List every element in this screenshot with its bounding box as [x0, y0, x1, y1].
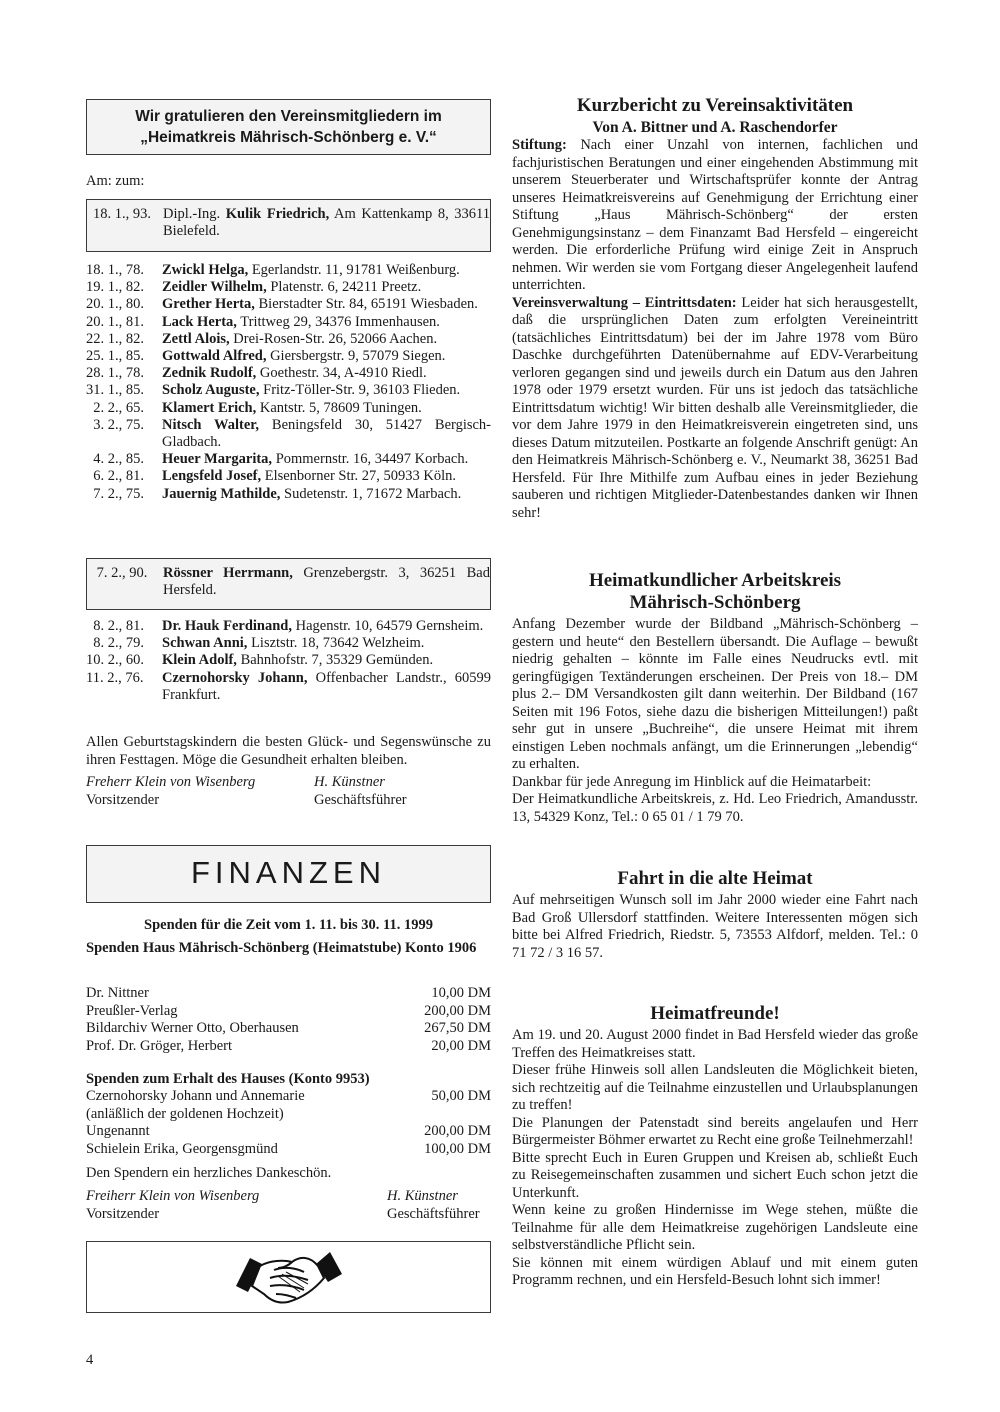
paragraph-label: Stiftung: — [512, 137, 567, 153]
amount: 267,50 DM — [424, 1020, 491, 1036]
entry-address: Bierstadter Str. 84, 65191 Wiesbaden. — [254, 296, 478, 313]
donation-row — [86, 1106, 491, 1124]
entry-name: Czernohorsky Johann, — [162, 669, 308, 686]
birthday-entry — [93, 565, 490, 599]
handshake-icon — [234, 1246, 344, 1308]
report-section — [512, 95, 918, 522]
heimatfreunde-section — [512, 1003, 918, 1290]
entry-address: Lisztstr. 18, 73642 Welzheim. — [247, 635, 425, 652]
birthday-list-2 — [86, 618, 491, 704]
donation-row — [86, 1003, 491, 1021]
highlight-entry-box-2 — [86, 558, 491, 610]
signature-block-2 — [86, 1188, 491, 1223]
signature-name-manager: H. Künstner — [387, 1188, 458, 1204]
entry-date: 25. 1., 85. — [86, 348, 144, 365]
entry-address: Trittweg 29, 34376 Immenhausen. — [236, 313, 440, 330]
arbeitskreis-paragraph: Anfang Dezember wurde der Bildband „Mährisch-Schönberg – gestern und heute“ den Bestellern übersandt. Die Auflage – bewußt niedrig gehalten – könnte im Falle eines Neudrucks evtl. mit geringfügigen Textänderungen erscheinen. Der Preis von 18.– DM plus 2.– DM Versandkosten gilt dann weiterhin. Der Bildband (167 Seiten mit 196 Fotos, siehe dazu die bisherigen Mitteilungen!) paßt sehr gut in unsere „Buchreihe“, die unsere Heimat mit ihrem einstigen Leben nochmals anfängt, um die Erinnerungen „lebendig“ zu erhalten. — [512, 616, 918, 772]
entry-address: Kantstr. 5, 78609 Tuningen. — [256, 399, 422, 416]
entry-text — [162, 417, 491, 451]
congratulations-line-1: Wir gratulieren den Vereinsmitgliedern im — [135, 108, 442, 125]
entry-name: Schwan Anni, — [162, 635, 248, 652]
birthday-entry — [86, 486, 491, 503]
congratulations-line-2: „Heimatkreis Mährisch-Schönberg e. V.“ — [140, 129, 437, 146]
birthday-entry — [86, 262, 491, 279]
entry-date: 18. 1., 93. — [93, 206, 151, 222]
heimatfreunde-paragraph: Wenn keine zu großen Hindernisse im Wege stehen, müßte die Teilnahme für alle dem Heimatkreise zugehörigen Landsleute eine selbstverständliche Pflicht sein. — [512, 1202, 918, 1253]
entry-address: Beningsfeld 30, 51427 Bergisch-Gladbach. — [162, 416, 492, 451]
entry-text — [163, 206, 490, 240]
birthday-wishes: Allen Geburtstagskindern die besten Glück- und Segenswünsche zu ihren Festtagen. Möge die Gesundheit erhalten bleiben. — [86, 734, 491, 768]
page-number: 4 — [86, 1352, 94, 1368]
congratulations-box — [86, 99, 491, 155]
entry-date: 4. 2., 85. — [86, 451, 144, 468]
entry-date: 19. 1., 82. — [86, 279, 144, 296]
birthday-list-1 — [86, 262, 491, 503]
entry-date: 2. 2., 65. — [86, 399, 144, 416]
signature-name-manager: H. Künstner — [314, 774, 385, 790]
handshake-box — [86, 1241, 491, 1313]
birthday-entry — [93, 206, 490, 240]
entry-name: Scholz Auguste, — [162, 382, 260, 399]
heimatfreunde-paragraph: Am 19. und 20. August 2000 findet in Bad Hersfeld wieder das große Treffen des Heimatkreises statt. — [512, 1027, 918, 1061]
amount: 200,00 DM — [424, 1123, 491, 1139]
entry-date: 18. 1., 78. — [86, 262, 144, 278]
entry-name: Zettl Alois, — [162, 330, 230, 347]
report-title: Kurzbericht zu Vereinsaktivitäten — [576, 95, 854, 116]
fahrt-title: Fahrt in die alte Heimat — [617, 868, 813, 889]
entry-name: Dr. Hauk Ferdinand, — [162, 618, 292, 634]
donation-row — [86, 1038, 491, 1056]
donor: Prof. Dr. Gröger, Herbert — [86, 1037, 232, 1054]
birthday-entry — [86, 618, 491, 635]
birthday-entry — [86, 382, 491, 399]
entry-text — [162, 348, 491, 365]
entry-address: Giersbergstr. 9, 57079 Siegen. — [266, 348, 446, 365]
am-zum-label: Am: zum: — [86, 173, 145, 189]
heimatfreunde-paragraph: Bitte sprecht Euch in Euren Gruppen und Kreisen ab, schließt Euch zu Reisegemeinschaften zusammen und sichert Euch schon jetzt die Unterkunft. — [512, 1149, 918, 1201]
entry-text — [162, 618, 491, 635]
donor: (anläßlich der goldenen Hochzeit) — [86, 1105, 284, 1122]
entry-date: 7. 2., 75. — [86, 485, 144, 502]
birthday-entry — [86, 635, 491, 652]
entry-address: Sudetenstr. 1, 71672 Marbach. — [280, 485, 462, 502]
entry-name: Lengsfeld Josef, — [162, 468, 262, 485]
entry-date: 6. 2., 81. — [86, 468, 144, 485]
donation-row — [86, 1020, 491, 1038]
finanzen-banner: FINANZEN — [86, 845, 491, 903]
arbeitskreis-title-line-1: Heimatkundlicher Arbeitskreis — [588, 570, 842, 591]
entry-address: Egerlandstr. 11, 91781 Weißenburg. — [248, 262, 460, 278]
entry-name: Lack Herta, — [162, 313, 237, 330]
entry-text — [162, 382, 491, 399]
donation-list-account-2 — [86, 1088, 491, 1158]
account-2-heading: Spenden zum Erhalt des Hauses (Konto 9953) — [86, 1071, 370, 1087]
birthday-entry — [86, 652, 491, 669]
amount: 50,00 DM — [431, 1088, 491, 1104]
heimatfreunde-paragraph: Dieser frühe Hinweis soll allen Landsleuten die Möglichkeit bieten, sich rechtzeitig auf die Teilnahme einzustellen und Urlaubsplanungen zu treffen! — [512, 1062, 918, 1113]
donation-period-heading: Spenden für die Zeit vom 1. 11. bis 30. 11. 1999 — [144, 917, 433, 933]
entry-name: Zeidler Wilhelm, — [162, 279, 267, 296]
donation-row — [86, 1088, 491, 1106]
signature-role-chair: Vorsitzender — [86, 791, 160, 808]
entry-date: 10. 2., 60. — [86, 652, 144, 669]
account-1-heading: Spenden Haus Mährisch-Schönberg (Heimatstube) Konto 1906 — [86, 940, 477, 956]
entry-address: Offenbacher Landstr., 60599 Frankfurt. — [162, 669, 491, 703]
entry-date: 8. 2., 81. — [86, 618, 144, 634]
entry-address: Am Kattenkamp 8, 33611 Bielefeld. — [163, 206, 491, 240]
fahrt-section — [512, 868, 918, 962]
arbeitskreis-paragraph: Dankbar für jede Anregung im Hinblick auf die Heimatarbeit: — [512, 773, 872, 790]
entry-address: Drei-Rosen-Str. 26, 52066 Aachen. — [229, 330, 438, 347]
heimatfreunde-paragraph: Sie können mit einem würdigen Ablauf und mit einem guten Programm rechnen, und ein Hersfeld-Besuch lohnt sich immer! — [512, 1254, 918, 1288]
entry-text — [162, 331, 491, 348]
birthday-entry — [86, 670, 491, 704]
signature-role-manager: Geschäftsführer — [314, 791, 407, 808]
entry-name: Jauernig Mathilde, — [162, 485, 281, 502]
entry-date: 11. 2., 76. — [86, 669, 144, 686]
entry-text — [162, 652, 491, 669]
amount: 200,00 DM — [424, 1002, 491, 1019]
birthday-entry — [86, 279, 491, 296]
amount: 100,00 DM — [424, 1140, 491, 1157]
entry-text — [162, 451, 491, 468]
entry-name: Zwickl Helga, — [162, 262, 249, 278]
arbeitskreis-title-line-2: Mährisch-Schönberg — [629, 592, 801, 613]
entry-text — [163, 565, 490, 599]
entry-name: Rössner Herrmann, — [163, 565, 293, 581]
entry-date: 20. 1., 81. — [86, 313, 144, 330]
signature-name-chair: Freiherr Klein von Wisenberg — [86, 1188, 260, 1204]
highlight-entry-box-1 — [86, 199, 491, 252]
paragraph-text: Leider hat sich herausgestellt, daß die ursprünglichen Daten zum erfolgten Vereineintritt (tatsächliches Eintrittsdatum) bei der im Jahre 1978 vom Büro Daschke durchgeführten Datenübernahme auf EDV-Verarbeitung verloren gegangen sind und jeweils durch ein Datum aus den Jahren 1978 oder 1979 ersetzt wurden. Für uns ist jedoch das tatsächliche Eintrittsdatum wichtig! Wir bitten deshalb alle Vereinsmitglieder, die vor dem Jahre 1979 in den Heimatkreisverein eingetreten sind, uns dieses Datum mitzuteilen. Postkarte an folgende Anschrift genügt: An den Heimatkreis Mährisch-Schönberg e. V., Neumarkt 38, 36251 Bad Hersfeld. Für Ihre Mithilfe zum Aufbau eines in jeder Beziehung sauberen und richtigen Mitglieder-Datenbestandes danken wir Ihnen sehr! — [512, 294, 918, 521]
amount: 20,00 DM — [431, 1037, 491, 1054]
entry-text — [162, 365, 491, 382]
entry-address: Hagenstr. 10, 64579 Gernsheim. — [292, 618, 484, 634]
entry-text — [162, 279, 491, 296]
entry-text — [162, 635, 491, 652]
donor: Bildarchiv Werner Otto, Oberhausen — [86, 1020, 299, 1036]
entry-text — [162, 314, 491, 331]
fahrt-paragraph: Auf mehrseitigen Wunsch soll im Jahr 2000 wieder eine Fahrt nach Bad Groß Ullersdorf stattfinden. Weitere Interessenten mögen sich bitte bei Alfred Friedrich, Riedstr. 5, 73553 Alfdorf, melden. Tel.: 0 71 72 / 3 16 57. — [512, 892, 918, 961]
entry-name: Klamert Erich, — [162, 399, 257, 416]
signature-role-manager: Geschäftsführer — [387, 1205, 480, 1222]
entry-address: Platenstr. 6, 24211 Preetz. — [266, 279, 422, 296]
arbeitskreis-section — [512, 570, 918, 826]
entry-date: 28. 1., 78. — [86, 365, 144, 382]
entry-address: Bahnhofstr. 7, 35329 Gemünden. — [236, 652, 434, 669]
entry-date: 8. 2., 79. — [86, 635, 144, 652]
birthday-entry — [86, 331, 491, 348]
report-paragraph-stiftung — [512, 137, 918, 295]
entry-date: 7. 2., 90. — [93, 565, 148, 581]
birthday-entry — [86, 400, 491, 417]
birthday-entry — [86, 468, 491, 485]
report-authors: Von A. Bittner und A. Raschendorfer — [592, 119, 838, 136]
donor: Preußler-Verlag — [86, 1002, 178, 1019]
paragraph-label: Vereinsverwaltung – Eintrittsdaten: — [512, 294, 737, 311]
entry-name: Kulik Friedrich, — [225, 206, 330, 222]
entry-title-prefix: Dipl.-Ing. — [163, 206, 226, 222]
birthday-entry — [86, 451, 491, 468]
donor: Ungenannt — [86, 1123, 150, 1139]
entry-address: Elsenborner Str. 27, 50933 Köln. — [261, 468, 457, 485]
signature-block-1 — [86, 774, 491, 809]
entry-text — [162, 296, 491, 313]
amount: 10,00 DM — [431, 985, 491, 1001]
donation-row — [86, 985, 491, 1003]
entry-name: Grether Herta, — [162, 296, 255, 313]
paragraph-text: Nach einer Unzahl von internen, fachlichen und fachjuristischen Beratungen und einer eingehenden Abstimmung mit unserem Steuerberater und Wirtschaftsprüfer konnte der Antrag unseres Heimatkreisvereins auf Genehmigung der Errichtung einer Stiftung „Haus Mährisch-Schönberg“ der ersten Genehmigungsinstanz – dem Finanzamt Bad Hersfeld – eingereicht werden. Die erforderliche Prüfung wird einige Zeit in Anspruch nehmen. Wir werden sie vom Fortgang dieser Angelegenheit laufend unterrichten. — [512, 137, 918, 293]
entry-date: 20. 1., 80. — [86, 296, 144, 313]
heimatfreunde-paragraph: Die Planungen der Patenstadt sind bereits angelaufen und Herr Bürgermeister Böhmer erwartet zu Recht eine große Teilnehmerzahl! — [512, 1114, 918, 1148]
entry-name: Heuer Margarita, — [162, 451, 273, 468]
birthday-entry — [86, 314, 491, 331]
entry-text — [162, 468, 491, 485]
donor: Dr. Nittner — [86, 985, 149, 1001]
signature-name-chair: Freherr Klein von Wisenberg — [86, 774, 256, 790]
signature-role-chair: Vorsitzender — [86, 1205, 160, 1222]
birthday-entry — [86, 348, 491, 365]
entry-date: 3. 2., 75. — [86, 416, 144, 433]
entry-date: 22. 1., 82. — [86, 330, 144, 347]
entry-text — [162, 400, 491, 417]
entry-date: 31. 1., 85. — [86, 382, 144, 399]
entry-address: Goethestr. 34, A-4910 Riedl. — [256, 365, 427, 382]
donor-thanks: Den Spendern ein herzliches Dankeschön. — [86, 1165, 332, 1181]
birthday-entry — [86, 365, 491, 382]
entry-address: Pommernstr. 16, 34497 Korbach. — [272, 451, 469, 468]
donor: Czernohorsky Johann und Annemarie — [86, 1088, 305, 1104]
entry-name: Nitsch Walter, — [162, 416, 260, 433]
arbeitskreis-contact: Der Heimatkundliche Arbeitskreis, z. Hd. Leo Friedrich, Amandusstr. 13, 54329 Konz, Tel.: 0 65 01 / 1 79 70. — [512, 791, 918, 825]
donation-list-account-1 — [86, 985, 491, 1055]
birthday-entry — [86, 417, 491, 451]
entry-text — [162, 262, 491, 279]
heimatfreunde-title: Heimatfreunde! — [650, 1003, 780, 1024]
birthday-entry — [86, 296, 491, 313]
entry-name: Gottwald Alfred, — [162, 348, 267, 365]
entry-name: Zednik Rudolf, — [162, 365, 257, 382]
donor: Schielein Erika, Georgensgmünd — [86, 1140, 278, 1157]
entry-name: Klein Adolf, — [162, 652, 237, 669]
entry-address: Grenzebergstr. 3, 36251 Bad Hersfeld. — [163, 565, 490, 599]
report-paragraph-eintrittsdaten — [512, 295, 918, 523]
entry-text — [162, 670, 491, 704]
donation-row — [86, 1123, 491, 1141]
entry-text — [162, 486, 491, 503]
entry-address: Fritz-Töller-Str. 9, 36103 Flieden. — [259, 382, 461, 399]
donation-row — [86, 1141, 491, 1159]
